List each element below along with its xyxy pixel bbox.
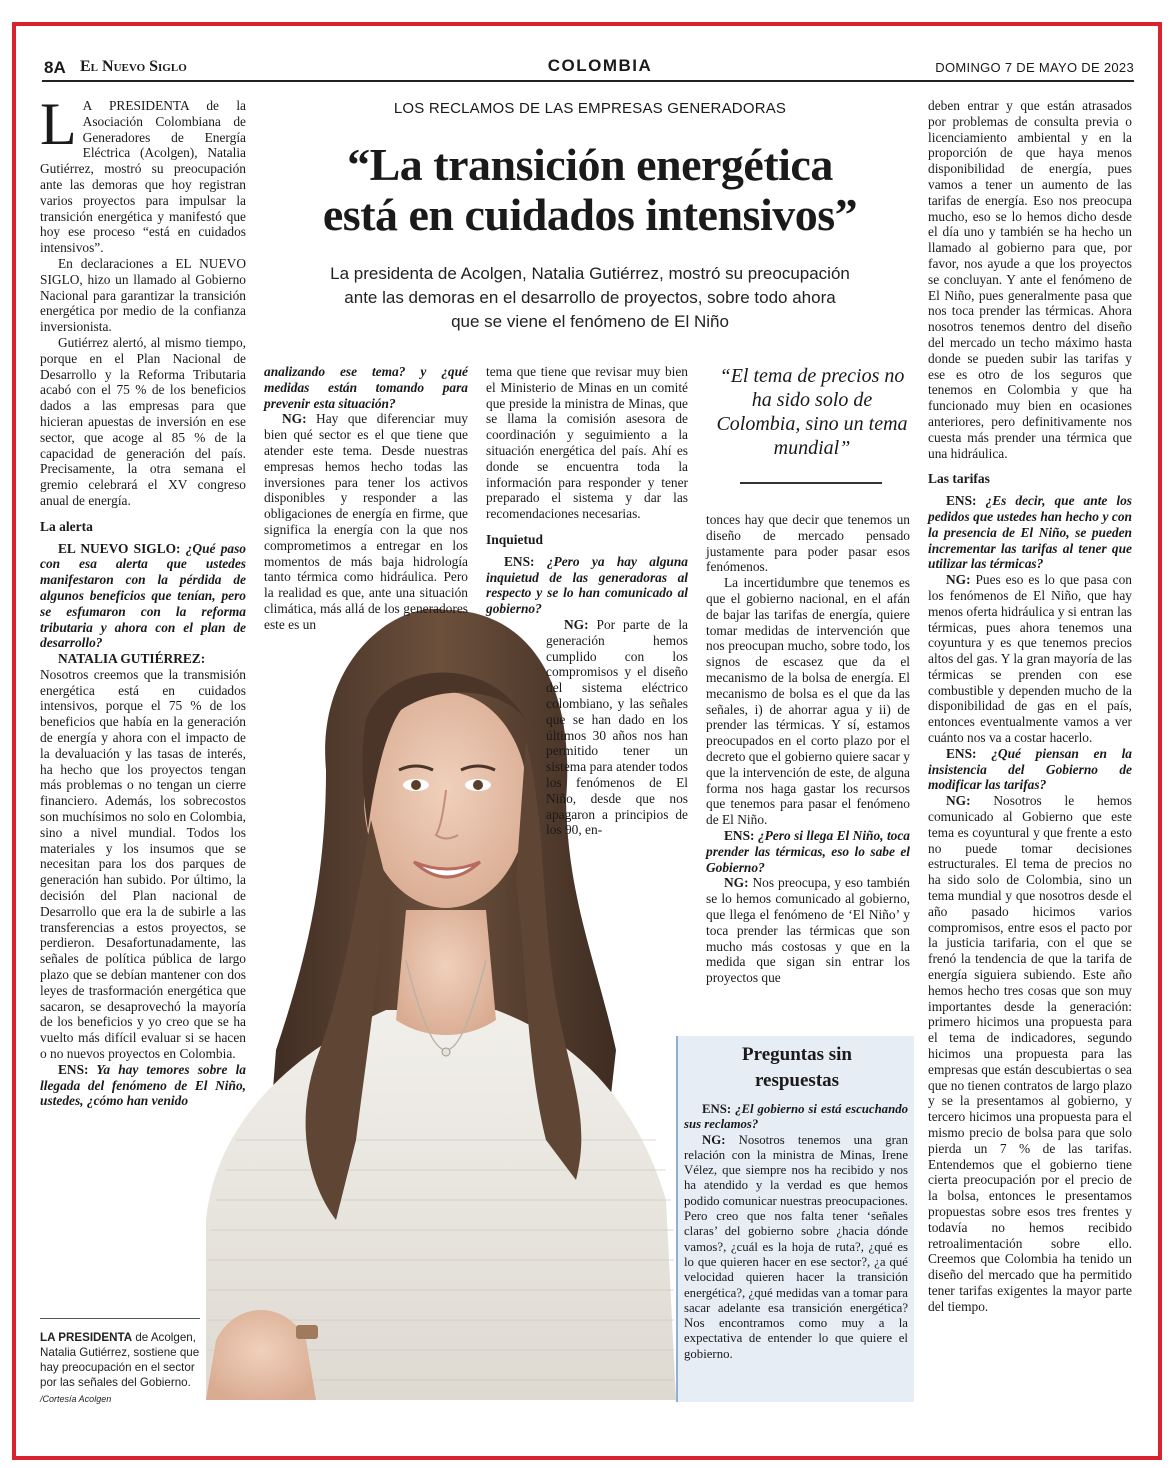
photo-credit: /Cortesía Acolgen [40,1394,112,1404]
column-5 [928,98,1132,1315]
deck-line-3: que se viene el fenómeno de El Niño [451,312,729,331]
answer-text: Nosotros le hemos comunicado al Gobierno que este tema es coyuntural y que frente a esto no puede tomar decisiones estructurales. El tema de precios no ha sido solo de Colombia, sino un tema mundial y que nosotros desde el año pasado hicimos varios compromisos, entre esos el pacto por la justicia tarifaria, con el que se frenó la tendencia de que la tarifa de energía siguiera subiendo. Este año hemos hecho tres cosas que son muy importantes desde la generación: primero hicimos una propuesta para el tema de indicadores, segundo hicimos una propuesta para las empresas que están descubiertas o sea que no tienen contratos de largo plazo y se la presentamos al gobierno, y tercero hicimos una propuesta para el mismo precio de bolsa para que solo pierda un 7 % de las tarifas. Entendemos que el gobierno tiene cierta preocupación por el precio de la bolsa, entonces le presentamos propuestas sobre esos tres frentes y todavía no hemos recibido retroalimentación sobre ello. Creemos que Colombia ha tenido un diseño del mercado que ha permitido tener tarifas exigentes la mayor parte del tiempo. [928,793,1132,1314]
speaker-label: ENS: [504,553,535,569]
question-text: ¿Es decir, que ante los pedidos que ustedes han hecho y con la presencia de El Niño, se pueden incrementar las tarifas al tener que utilizar las térmicas? [928,493,1132,572]
question-text: ¿Pero si llega El Niño, toca prender las térmicas, eso lo sabe el Gobierno? [706,827,910,875]
newspaper-name: El Nuevo Siglo [80,58,187,75]
speaker-label: ENS: [724,827,755,843]
answer [928,572,1132,746]
sidebar-title [690,1042,904,1094]
question [928,746,1132,793]
column-4 [706,512,910,986]
answer [706,875,910,986]
deck-line-2: ante las demoras en el desarrollo de proyectos, sobre todo ahora [344,288,836,307]
page-number: 8A [44,58,66,77]
section-title: COLOMBIA [547,56,653,75]
caption-text: de Acolgen, Natalia Gutiérrez, sostiene que hay preocupación en el sector por las señales del Gobierno. [40,1331,200,1389]
pull-quote: “El tema de precios no ha sido solo de Colombia, sino un tema mundial” [716,365,908,459]
answer-text: Nosotros creemos que la transmisión energética está en cuidados intensivos, porque el 75 % de los beneficios que había en la generación de energía y ahora con el impacto de la devaluación y las tasas de interés, ha hecho que los proyectos tengan más problemas o no tengan un cierre financiero. Además, los sobrecostos son muchísimos no solo en Colombia, sino a nivel mundial. Todos los materiales y los insumos que se necesitan para los dos parques de generación han subido. Por último, la decisión del Plan nacional de Desarrollo que era la de subirle a las transferencias a estos proyectos, se perdieron. Desafortunadamente, las señales de política pública de largo plazo que se debían mantener con dos leyes de trasformación energética que sacaron, se desaprovechó la mayoría de los beneficios y yo creo que se ha vuelto más difícil evaluar si se hacen o no nuevos proyectos en Colombia. [40,666,246,1062]
caption-lead: LA PRESIDENTA [40,1331,133,1344]
question [40,1062,246,1109]
answer-continued: tema que tiene que revisar muy bien el Ministerio de Minas en un comité que preside la ministra de Minas, que se llama la comisión asesora de coordinación y seguimiento a la situación energética del país. Ahí es donde se encuentra toda la información para responder y tener preparado el sistema y dar las recomendaciones necesarias. [486,364,688,522]
answer-text: Hay que diferenciar muy bien qué sector es el que tiene que atender este tema. Desde nuestras empresas hemos hecho todas las inversiones para tener los activos disponibles y responder a las obligaciones de energía en firme, que significa la energía con la que nos comprometimos a entregar en los momentos de más baja hidrología tanto térmica como hidráulica. Pero la realidad es que, ante una situación climática, más allá de los generadores este es un [264,411,468,632]
subhead-la-alerta: La alerta [40,518,93,534]
speaker-label: NG: [702,1132,726,1147]
intro-text: A PRESIDENTA de la Asociación Colombiana de Generadores de Energía Eléctrica (Acolgen), Natalia Gutiérrez, mostró su preocupación ante las demoras que hoy registran varios proyectos para impulsar la transición energética y manifestó que hoy ese proceso “está en cuidados intensivos”. [40,98,246,256]
answer-text: Nos preocupa, y eso también se lo hemos comunicado al gobierno, que llega el fenómeno de ‘El Niño’ y toca prender las térmicas que son mucho más costosas y que en la medida que sigan sin entrar los proyectos que [706,875,910,986]
article-headline [262,140,918,240]
speaker-label: NATALIA GUTIÉRREZ: [58,651,206,667]
question-text: ¿Pero ya hay alguna inquietud de las generadoras al respecto y se lo han comunicado al gobierno? [486,553,688,617]
question-text: ¿Qué paso con esa alerta que ustedes manifestaron con la pérdida de algunos beneficios que tenían, pero se esfumaron con la reforma tributaria y ahora con el plan de desarrollo? [40,540,246,651]
question-text: ¿Qué piensan en la insistencia del Gobierno de modificar las tarifas? [928,745,1132,793]
speaker-label: ENS: [946,745,977,761]
drop-cap: L [40,91,77,157]
deck-line-1: La presidenta de Acolgen, Natalia Gutiérrez, mostró su preocupación [330,264,850,283]
speaker-label: ENS: [58,1061,89,1077]
question [486,554,688,617]
issue-date: DOMINGO 7 DE MAYO DE 2023 [935,60,1134,75]
speaker-label: EL NUEVO SIGLO: [58,540,181,556]
subhead-las-tarifas: Las tarifas [928,471,990,487]
sidebar-text [684,1102,908,1362]
headline-line-1: “La transición energética [347,139,833,190]
question-text: ¿El gobierno si está escuchando sus reclamos? [684,1102,908,1132]
pull-quote-rule [740,482,882,484]
speaker-label: NG: [946,572,971,588]
answer [684,1133,908,1362]
answer [40,651,246,1062]
column-2 [264,364,468,633]
question-continued: analizando ese tema? y ¿qué medidas están tomando para prevenir esta situación? [264,364,468,411]
headline-line-2: está en cuidados intensivos” [322,189,858,240]
sidebar-title-line-1: Preguntas sin [742,1044,852,1065]
subhead-inquietud: Inquietud [486,531,544,547]
intro-paragraph [40,91,246,256]
answer [928,793,1132,1314]
header-divider [42,80,1134,82]
paragraph: Gutiérrez alertó, al mismo tiempo, porque en el Plan Nacional de Desarrollo y la Reforma Tributaria acabó con el 75 % de los beneficios dados a las empresas para que hicieran apuestas de inversión en ese sector, que acoge al 85 % de la capacidad de generación del país. Precisamente, la otra semana el gremio celebrará el XV congreso anual de energía. [40,334,246,508]
question-text: Ya hay temores sobre la llegada del fenómeno de El Niño, ustedes, ¿cómo han venido [40,1061,247,1109]
answer-continued: tonces hay que decir que tenemos un diseño de mercado pensado justamente para poder pasar esos fenómenos. [706,512,910,575]
speaker-label: NG: [564,616,589,632]
article-deck [270,262,910,334]
answer [486,617,688,838]
question [684,1102,908,1133]
answer [264,411,468,632]
paragraph: La incertidumbre que tenemos es que el gobierno nacional, en el afán de bajar las tarifas de energía, quiere tomar medidas de intervención que nos preocupan mucho, sobre todo, los signos de escasez que da el mecanismo de la bolsa de energía. El mecanismo de bolsa es el que da las señales, i) de ahorrar agua y ii) de prender las térmicas. Y sí, estamos preocupados en el corto plazo por el decreto que el gobierno quiere sacar y que la intervención de este, de alguna forma nos haga gastar los recursos que tenemos para pasar el fenómeno de El Niño. [706,575,910,828]
speaker-label: ENS: [946,493,977,509]
question [928,493,1132,572]
column-3 [486,364,688,838]
speaker-label: NG: [946,793,971,809]
question [706,828,910,875]
paragraph: En declaraciones a EL NUEVO SIGLO, hizo un llamado al Gobierno Nacional para garantizar la transición energética por medio de la confianza inversionista. [40,255,246,335]
photo-caption [40,1330,202,1407]
article-kicker: LOS RECLAMOS DE LAS EMPRESAS GENERADORAS [393,100,787,117]
column-1 [40,91,247,1109]
question [40,541,246,652]
caption-rule [40,1318,200,1319]
speaker-label: NG: [282,411,307,427]
answer-text: Pues eso es lo que pasa con los fenómenos de El Niño, que hay menos oferta hidráulica y si entran las térmicas, pues ahora tenemos una coyuntura y es que tenemos precios altos del gas. Y la gran mayoría de las térmicas se prenden con ese combustible y dependen mucho de la disponibilidad de gas en el país, entonces eventualmente vamos a ver cuánto nos va a costar hacerlo. [928,572,1132,746]
answer-text: Nosotros tenemos una gran relación con la ministra de Minas, Irene Vélez, que siempre nos ha recibido y nos ha atendido y la verdad es que hemos podido comunicar nuestras preocupaciones. Pero creo que nos falta tener ‘señales claras’ del gobierno sobre ¿hacia dónde vamos?, ¿cuál es la hoja de ruta?, ¿qué es lo que quieren hacer en ese sector?, ¿a qué velocidad quieren hacer la transición energética?, ¿qué medidas van a tomar para sacar adelante esa transición energética? Nos encontramos como muy a la expectativa de entender lo que quiere el gobierno. [684,1132,908,1361]
paragraph: deben entrar y que están atrasados por problemas de consulta previa o licenciamiento ambiental y en la proporción de que haya menos disponibilidad de energía, pues vamos a tener un aumento de las tarifas de energía. Eso nos preocupa mucho, eso se lo hemos dicho desde el día uno y también se ha hecho un llamado al gobierno para que, por favor, nos ayude a que los proyectos se concluyan. Y ante el fenómeno de El Niño, pues generalmente pasa que nos toca prender las térmicas. Ahora nosotros tenemos dentro del diseño del mercado un techo máximo hasta donde se pueden subir las tarifas y ese es otro de los seguros que tenemos en Colombia y que ha funcionado muy bien en ocasiones anteriores, pero definitivamente nos cuesta más prender una térmica que una hidráulica. [928,98,1132,461]
answer-text: Por parte de la generación hemos cumplido con los compromisos y el diseño del sistema eléctrico colombiano, y las señales que se han dado en los últimos 30 años nos han permitido tener un sistema para atender todos los fenómenos de El Niño, desde que nos apagaron a principios de los 90, en- [546,616,688,838]
sidebar-title-line-2: respuestas [754,1070,840,1091]
speaker-label: NG: [724,875,749,891]
speaker-label: ENS: [702,1102,732,1116]
